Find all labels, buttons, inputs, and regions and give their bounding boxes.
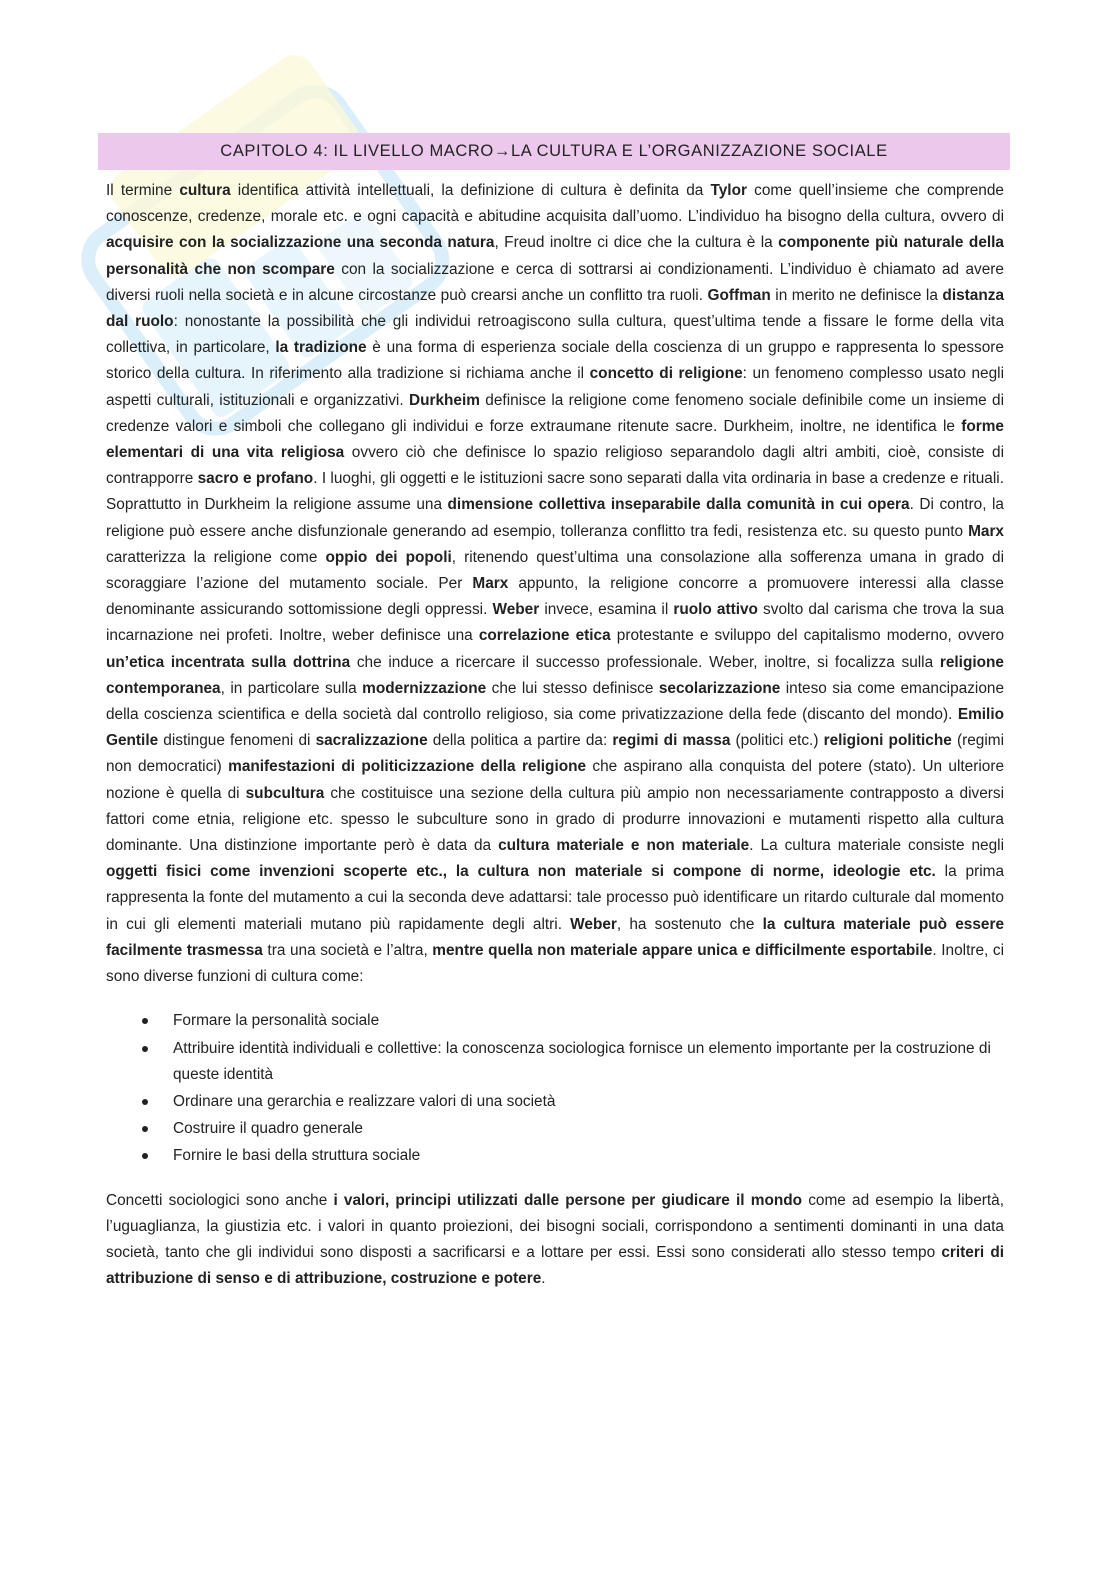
text-run: che lui stesso definisce — [486, 679, 659, 697]
list-item-text: Attribuire identità individuali e collettive: la conoscenza sociologica fornisce un elemento importante per la costruzione di queste identità — [173, 1039, 991, 1083]
text-run: come quell’insieme che comprende conoscenze, credenze, morale etc. e ogni capacità e abitudine acquisita dall’uomo. L’individuo ha bisogno della cultura, ovvero di — [106, 182, 1004, 226]
bold-term: oppio dei popoli — [325, 548, 452, 566]
bold-term: Goffman — [707, 286, 771, 304]
list-item — [106, 1116, 1004, 1142]
text-run: identifica attività intellettuali, la definizione di cultura è definita da — [230, 182, 711, 199]
bold-term: mentre quella non materiale appare unica e difficilmente esportabile — [432, 941, 933, 959]
text-run: definisce la religione come fenomeno sociale definibile come un insieme di credenze valori e simboli che collegano gli individui e forze extraumane ritenute sacre. Durkheim, inoltre, ne identifica le — [106, 391, 1005, 435]
bold-term: regimi di massa — [612, 732, 731, 750]
bold-term: la tradizione — [275, 339, 367, 357]
text-run: Concetti sociologici sono anche — [106, 1191, 334, 1209]
text-run: : un fenomeno complesso usato negli aspetti culturali, istituzionali e organizzativi. — [106, 365, 1004, 409]
text-run: (regimi non democratici) — [106, 732, 1004, 776]
text-run: , Freud inoltre ci dice che la cultura è la — [494, 234, 779, 252]
text-run: appunto, la religione concorre a promuovere interessi alla classe denominante assicurando sottomissione degli oppressi. — [106, 575, 1004, 619]
list-item-text: Ordinare una gerarchia e realizzare valori di una società — [173, 1092, 556, 1110]
bold-term: dimensione collettiva inseparabile dalla comunità in cui opera — [447, 496, 910, 514]
text-run: la prima rappresenta la fonte del mutamento a cui la seconda deve adattarsi: tale processo può identificare un ritardo culturale dal momento in cui gli elementi materiali mutano più rapidamente degli altri. — [106, 863, 1004, 933]
bold-term: i valori, principi utilizzati dalle persone per giudicare il mondo — [333, 1191, 803, 1209]
bullet-icon — [142, 1153, 148, 1159]
culture-functions-list — [106, 1008, 1004, 1169]
chapter-title: CAPITOLO 4: IL LIVELLO MACRO→LA CULTURA E L’ORGANIZZAZIONE SOCIALE — [98, 133, 1010, 170]
text-run: distingue fenomeni di — [158, 732, 316, 750]
text-run: , ritenendo quest’ultima una consolazione alla sofferenza umana in grado di scoraggiare l’azione del mutamento sociale. Per — [106, 548, 1004, 593]
text-run: Il termine — [106, 182, 180, 199]
text-run: : nonostante la possibilità che gli individui retroagiscono sulla cultura, quest’ultima tende a fissare le forme della vita collettiva, in particolare, — [106, 313, 1004, 357]
list-item-text: Formare la personalità sociale — [173, 1012, 380, 1030]
bold-term: manifestazioni di politicizzazione della religione — [228, 758, 587, 776]
text-run: . Inoltre, ci sono diverse funzioni di cultura come: — [106, 941, 1005, 986]
bold-term: Tylor — [710, 182, 747, 199]
bold-term: la cultura materiale può essere facilmente trasmessa — [106, 915, 1005, 959]
text-run: che costituisce una sezione della cultura più ampio non necessariamente contrapposto a diversi fattori come etnia, religione etc. spesso le subculture sono in grado di produrre innovazioni e mutamenti rispetto alla cultura dominante. Una distinzione importante però è data da — [106, 784, 1004, 855]
bold-term: un’etica incentrata sulla dottrina — [106, 653, 351, 671]
bold-term: cultura materiale e non materiale — [498, 837, 750, 855]
text-run: invece, esamina il — [539, 601, 674, 619]
text-run: svolto dal carisma che trova la sua incarnazione nei profeti. Inoltre, weber definisce una — [106, 601, 1005, 645]
bold-term: correlazione etica — [478, 627, 611, 645]
bold-term: ruolo attivo — [673, 601, 758, 619]
text-run: tra una società e l’altra, — [262, 941, 433, 959]
bold-term: distanza dal ruolo — [106, 286, 1004, 331]
bullet-icon — [142, 1046, 148, 1052]
list-item — [106, 1008, 1004, 1034]
bold-term: sacro e profano — [197, 470, 314, 488]
text-run: che induce a ricercare il successo professionale. Weber, inoltre, si focalizza sulla — [350, 653, 940, 671]
bold-term: modernizzazione — [362, 679, 487, 697]
text-run: inteso sia come emancipazione della coscienza scientifica e della società dal controllo religioso, sia come privatizzazione della fede (discanto del mondo). — [106, 679, 1004, 724]
bold-term: subcultura — [245, 784, 325, 802]
text-run: in merito ne definisce la — [770, 286, 943, 304]
bold-term: religioni politiche — [823, 732, 952, 750]
document-body — [106, 178, 1004, 1292]
bullet-icon — [142, 1126, 148, 1132]
text-run: caratterizza la religione come — [106, 548, 326, 566]
bold-term: oggetti fisici come invenzioni scoperte etc., la cultura non materiale si compone di norme, ideologie etc. — [106, 863, 936, 881]
text-run: che aspirano alla conquista del potere (stato). Un ulteriore nozione è quella di — [106, 758, 1005, 802]
text-run: (politici etc.) — [730, 732, 824, 750]
text-run: . I luoghi, gli oggetti e le istituzioni sacre sono separati dalla vita ordinaria in base a credenze e rituali. Soprattutto in Durkheim la religione assume una — [106, 470, 1004, 514]
paragraph-culture — [106, 178, 1004, 990]
bold-term: religione contemporanea — [106, 653, 1004, 697]
text-run: ovvero ciò che definisce lo spazio religioso separandolo dagli altri ambiti, cioè, consiste di contrapporre — [106, 444, 1005, 488]
list-item-text: Costruire il quadro generale — [173, 1120, 363, 1138]
bold-term: criteri di attribuzione di senso e di attribuzione, costruzione e potere — [106, 1243, 1004, 1288]
text-run: , in particolare sulla — [220, 679, 363, 697]
list-item — [106, 1089, 1004, 1115]
list-item — [106, 1036, 1004, 1088]
bold-term: componente più naturale della personalità che non scompare — [106, 234, 1004, 278]
list-item — [106, 1143, 1004, 1169]
text-run: della politica a partire da: — [427, 732, 613, 750]
bold-term: secolarizzazione — [658, 679, 781, 697]
bold-term: Weber — [570, 915, 617, 933]
bold-term: Marx — [472, 575, 509, 593]
bold-term: Durkheim — [408, 391, 480, 409]
text-run: , ha sostenuto che — [616, 915, 763, 933]
text-run: come ad esempio la libertà, l’uguaglianza, la giustizia etc. i valori in quanto proiezioni, dei bisogni sociali, corrispondono a sentimenti dominanti in una data società, tanto che gli individui sono disposti a sacrificarsi e a lottare per essi. Essi sono considerati allo stesso tempo — [106, 1191, 1004, 1261]
bullet-icon — [142, 1018, 148, 1024]
text-run: . — [541, 1270, 546, 1288]
text-run: . Di contro, la religione può essere anche disfunzionale generando ad esempio, tolleranza conflitto tra fedi, resistenza etc. su questo punto — [106, 496, 1004, 540]
text-run: protestante e sviluppo del capitalismo moderno, ovvero — [610, 627, 1005, 645]
bold-term: acquisire con la socializzazione una seconda natura — [106, 234, 495, 252]
text-run: è una forma di esperienza sociale della coscienza di un gruppo e rappresenta lo spessore storico della cultura. In riferimento alla tradizione si richiama anche il — [106, 339, 1004, 383]
bullet-icon — [142, 1099, 148, 1105]
text-run: con la socializzazione e cerca di sottrarsi ai condizionamenti. L’individuo è chiamato ad avere diversi ruoli nella società e in alcune circostanze può crearsi anche un conflitto tra ruoli. — [106, 260, 1004, 304]
bold-term: Emilio Gentile — [106, 706, 1004, 750]
bold-term: concetto di religione — [589, 365, 743, 383]
list-item-text: Fornire le basi della struttura sociale — [173, 1147, 421, 1165]
text-run: . La cultura materiale consiste negli — [749, 837, 1005, 855]
bold-term: sacralizzazione — [315, 732, 428, 750]
paragraph-values — [106, 1188, 1004, 1293]
bold-term: cultura — [179, 182, 231, 199]
bold-term: forme elementari di una vita religiosa — [106, 417, 1004, 462]
bold-term: Marx — [968, 522, 1004, 540]
bold-term: Weber — [492, 601, 540, 619]
